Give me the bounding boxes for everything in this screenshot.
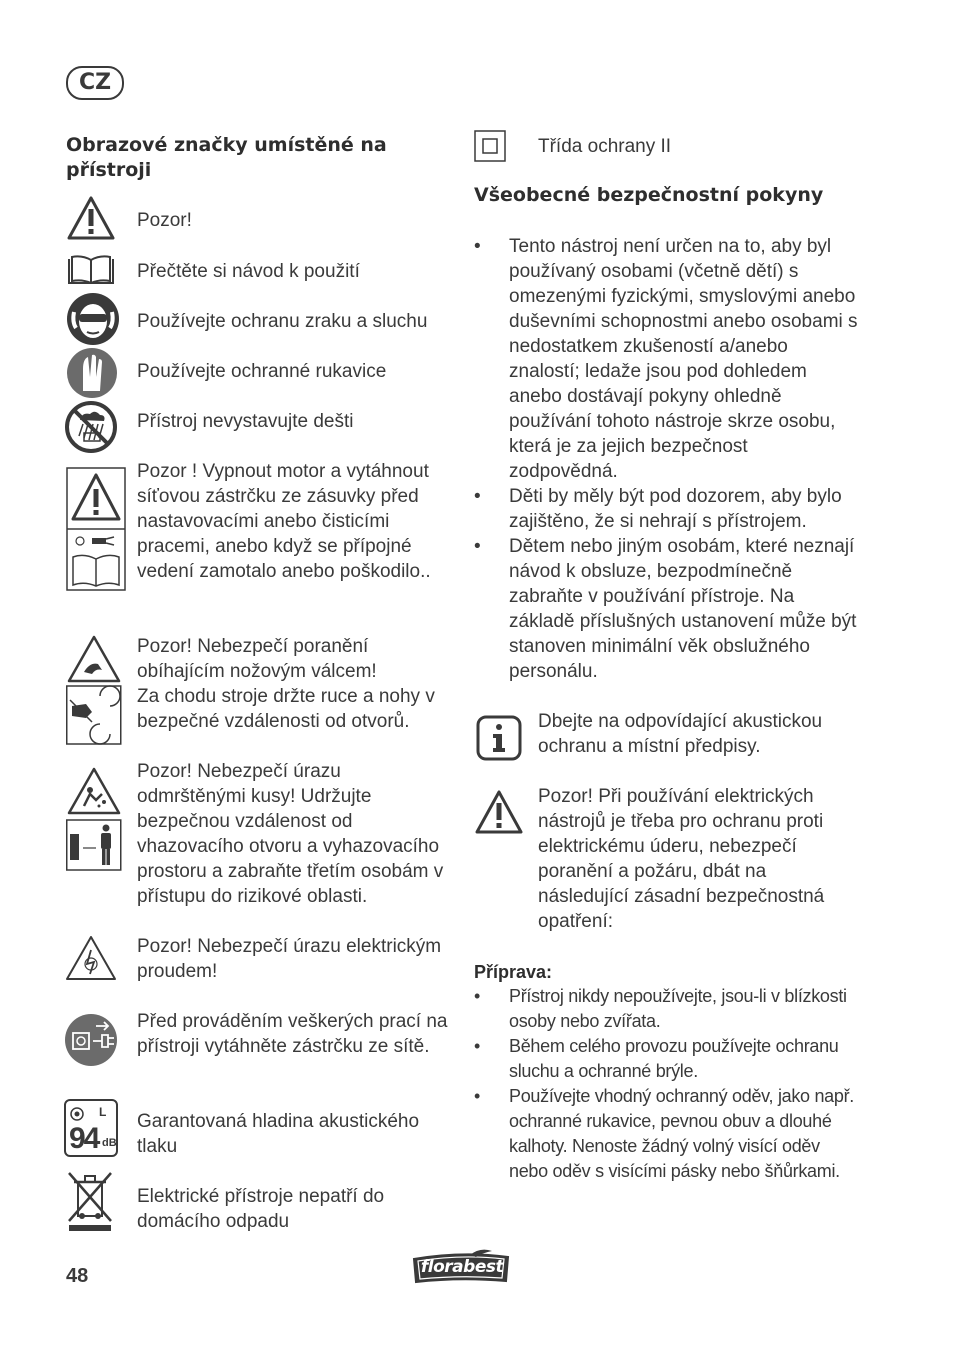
item-text-unplug-warning: Pozor ! Vypnout motor a vytáhnout síťovou zástrčku ze zásuvky před nastavovacími anebo čisticími pracemi, anebo když se přípojné vedení zamotalo anebo poškodilo.. [137, 461, 431, 582]
warning-triangle-icon [474, 789, 524, 835]
florabest-logo [410, 1249, 512, 1283]
safety-bullet: • Tento nástroj není určen na to, aby byl používaný osobami (včetně dětí) s omezenými fyzickými, smyslovými anebo duševními schopnostmi anebo osobami s nedostatkem zkušeností a/anebo znalostí; ledaže jsou pod dohledem anebo dostávají pokyny ohledně používání tohoto nástroje skrze osobu, která je za jejich bezpečnost zodpovědná. [474, 234, 859, 484]
logo-text: florabest [420, 1257, 504, 1277]
safety-bullet: • Dětem nebo jiným osobám, které neznají návod k obsluze, bezpodmínečně zabraňte v používání přístroje. Na základě příslušných ustanovení může být stanoven minimální věk obslužného personálu. [474, 534, 859, 684]
unplug-icon [64, 1013, 118, 1067]
prep-bullet: • Během celého provozu používejte ochranu sluchu a ochranné brýle. [474, 1034, 859, 1084]
prep-bullet: • Používejte vhodný ochranný oděv, jako např. ochranné rukavice, pevnou obuv a dlouhé kalhoty. Nenoste žádný volný visící oděv nebo oděv s visícími pásky nebo šňůrkami. [474, 1084, 859, 1184]
prep-bullet-list [474, 984, 859, 1184]
safety-bullet-list [474, 234, 859, 684]
safety-bullet: • Děti by měly být pod dozorem, aby bylo zajištěno, že si nehrají s přístrojem. [474, 484, 859, 534]
eye-ear-protection-icon [66, 292, 120, 346]
class-two-text: Třída ochrany II [538, 136, 672, 157]
thrown-objects-distance-icon [66, 766, 122, 872]
protection-class-2-icon [474, 130, 506, 162]
rotating-blade-hands-icon [66, 634, 122, 746]
warning-unplug-manual-icon [66, 467, 126, 591]
sound-level-unit: dB [102, 1137, 117, 1149]
prep-bullet: • Přístroj nikdy nepoužívejte, jsou-li v blízkosti osoby nebo zvířata. [474, 984, 859, 1034]
sound-level-label: L [99, 1105, 107, 1119]
item-text-blade-1: Pozor! Nebezpečí poranění obíhajícím nožovým válcem! [137, 636, 377, 682]
page-number: 48 [66, 1265, 89, 1287]
warning-text: Pozor! Při používání elektrických nástrojů je třeba pro ochranu proti elektrickému úderu, nebezpečí poranění a požáru, dbát na následující zásadní bezpečnostná opatření: [538, 786, 825, 932]
manual-book-icon [66, 254, 116, 286]
item-text-electric: Pozor! Nebezpečí úrazu elektrickým proudem! [137, 936, 442, 982]
item-text-thrown-objects: Pozor! Nebezpečí úrazu odmrštěnými kusy! Udržujte bezpečnou vzdálenost od vhazovacího otvoru a vyhazovacího prostoru a zabraňte třetím osobám v přístupu do rizikové oblasti. [137, 761, 444, 907]
item-text-blade-2: Za chodu stroje držte ruce a nohy v bezpečné vzdálenosti od otvorů. [137, 686, 435, 732]
item-text-pozor: Pozor! [137, 210, 192, 231]
item-text-no-rain: Přístroj nevystavujte dešti [137, 411, 354, 432]
info-text: Dbejte na odpovídající akustickou ochranu a místní předpisy. [538, 711, 823, 757]
info-icon [476, 715, 522, 761]
item-text-unplug: Před prováděním veškerých prací na přístroji vytáhněte zástrčku ze sítě. [137, 1011, 448, 1057]
prep-heading: Příprava: [474, 962, 553, 982]
gloves-icon [66, 347, 118, 399]
left-heading: Obrazové značky umístěné na přístroji [66, 134, 387, 181]
item-text-eye-ear: Používejte ochranu zraku a sluchu [137, 311, 428, 332]
item-text-gloves: Používejte ochranné rukavice [137, 361, 387, 382]
sound-level-value: 94 [69, 1122, 99, 1155]
warning-triangle-icon [66, 195, 116, 241]
sound-level-icon [64, 1099, 118, 1157]
item-text-manual: Přečtěte si návod k použití [137, 261, 360, 282]
language-badge: CZ [66, 66, 124, 100]
item-text-weee: Elektrické přístroje nepatří do domácího odpadu [137, 1186, 385, 1232]
weee-bin-icon [66, 1170, 114, 1232]
item-text-sound: Garantovaná hladina akustického tlaku [137, 1111, 420, 1157]
electric-shock-icon [64, 934, 118, 982]
no-rain-icon [64, 400, 118, 454]
speaker-icon [69, 1104, 85, 1124]
right-heading: Všeobecné bezpečnostní pokyny [474, 184, 824, 206]
